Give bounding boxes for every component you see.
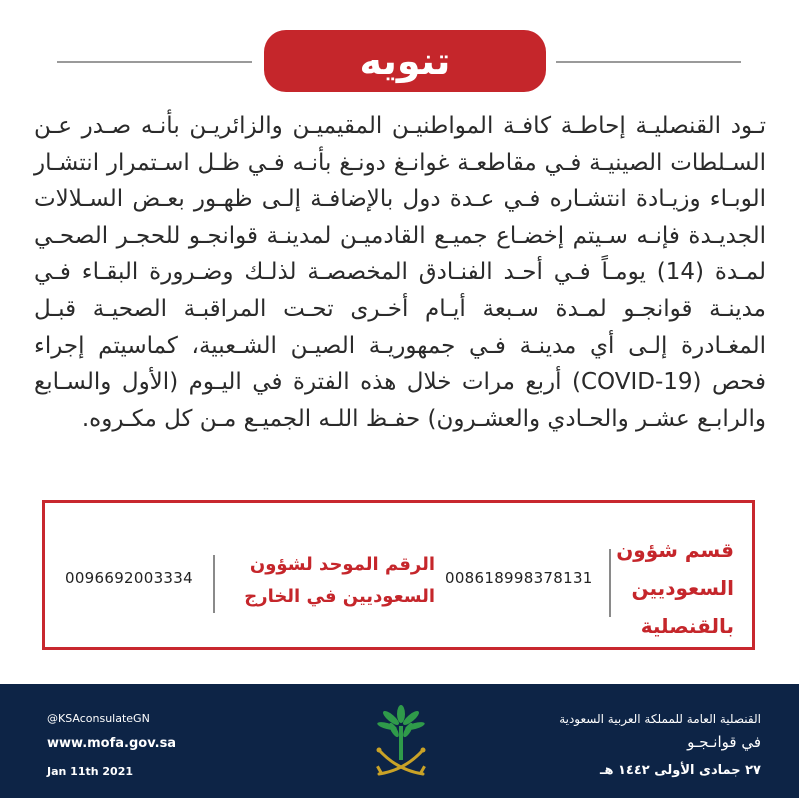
contact-divider-right <box>609 549 611 617</box>
title-divider-left <box>57 61 252 63</box>
unified-number-label: الرقم الموحد لشؤون السعوديين في الخارج <box>244 554 435 607</box>
consulate-dept-label: قسم شؤون السعوديين بالقنصلية <box>616 538 734 638</box>
website-link: www.mofa.gov.sa <box>47 736 177 751</box>
title-divider-right <box>556 61 741 63</box>
contact-box <box>42 500 755 650</box>
footer <box>0 684 799 798</box>
contact-divider-left <box>213 555 215 613</box>
saudi-emblem-icon <box>369 704 433 784</box>
hijri-date: ٢٧ جمادى الأولى ١٤٤٢ هـ <box>600 763 761 778</box>
org-city: في قوانـجـو <box>687 733 761 751</box>
page-title: تنويه <box>359 39 451 83</box>
consulate-dept-phone: 008618998378131 <box>445 569 593 587</box>
org-name: القنصلية العامة للمملكة العربية السعودية <box>559 712 761 726</box>
announcement-text: تـود القنصليـة إحاطـة كافـة المواطنيـن المقيميـن والزائريـن بأنـه صـدر عـن السـلطات الصينيـة فـي مقاطعـة غوانـغ دونـغ بأنـه فـي ظـل اسـتمرار انتشـار الوبـاء وزيـادة انتشـاره فـي عـدة دول بالإضافـة إلـى ظهـور بعـض السـلالات الجديـدة فإنـه سـيتم إخضـاع جميـع القادميـن لمدينـة قوانجـو للحجـر الصحـي لمـدة (14) يومـاً فـي أحـد الفنـادق المخصصـة لذلـك وضـرورة البقـاء فـي مدينـة قوانجـو لمـدة سـبعة أيـام أخـرى تحـت المراقبـة الصحيـة قبـل المغـادرة إلـى أي مدينـة فـي جمهوريـة الصيـن الشـعبية، كماسيتم إجراء فحص (COVID-19) أربع مرات خلال هذه الفترة في اليـوم (الأول والسـابع والرابـع عشـر والحـادي والعشـرون) حفـظ اللـه الجميـع مـن كل مكـروه. <box>34 113 767 432</box>
twitter-handle: @KSAconsulateGN <box>47 712 150 725</box>
gregorian-date: Jan 11th 2021 <box>47 765 134 778</box>
unified-number-phone: 0096692003334 <box>65 569 193 587</box>
title-banner <box>264 30 546 92</box>
